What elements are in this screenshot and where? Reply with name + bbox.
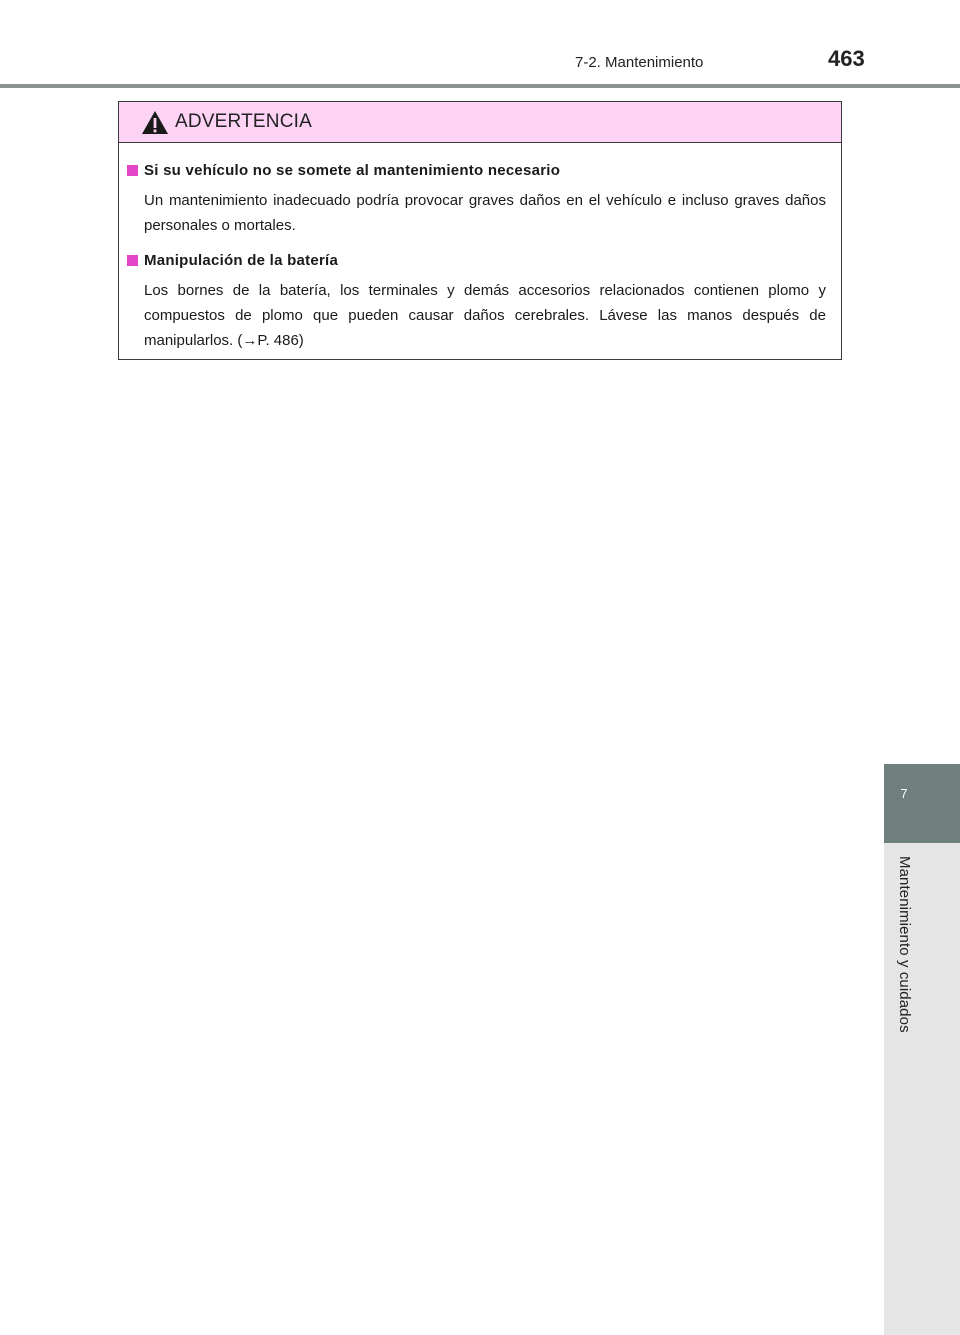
warning-item-title-text: Si su vehículo no se somete al mantenimiento necesario (144, 162, 561, 179)
warning-item-title-text: Manipulación de la batería (144, 252, 339, 269)
chapter-title: Mantenimiento y cuidados (896, 856, 913, 1033)
warning-title: ADVERTENCIA (175, 111, 312, 132)
warning-item-text: Los bornes de la batería, los terminales y demás accesorios relacionados contienen plomo y compuestos de plomo que pueden causar daños cerebrales. Lávese las manos después de manipularlos. (→P. 486) (144, 282, 826, 349)
warning-item-title (127, 250, 826, 272)
header-rule (0, 84, 960, 88)
header-section-title: 7-2. Mantenimiento (575, 54, 704, 71)
chapter-tab (884, 764, 960, 843)
warning-item (127, 250, 826, 353)
warning-box (118, 101, 842, 360)
warning-item (127, 160, 826, 238)
warning-triangle-icon (141, 110, 169, 135)
warning-item-text: Un mantenimiento inadecuado podría provocar graves daños en el vehículo e incluso graves daños personales o mortales. (144, 192, 826, 234)
warning-item-title (127, 160, 826, 182)
warning-header (119, 102, 841, 143)
square-bullet-icon (127, 165, 138, 176)
warning-body (119, 160, 841, 353)
chapter-number: 7 (900, 786, 908, 801)
page-number: 463 (828, 46, 865, 71)
square-bullet-icon (127, 255, 138, 266)
